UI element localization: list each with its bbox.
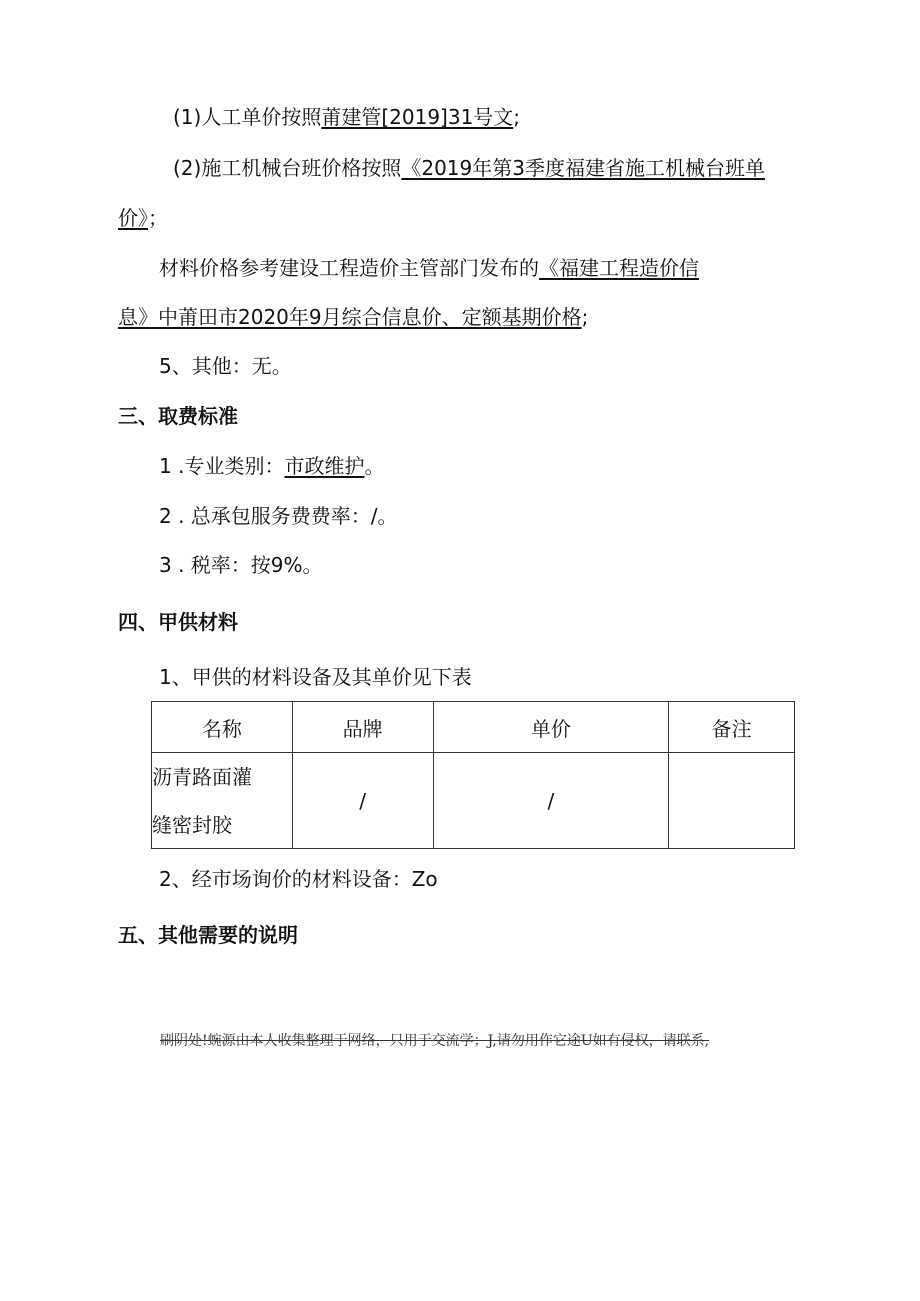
labor-price-prefix: (1)人工单价按照: [173, 105, 322, 129]
labor-price-doc: 莆建管[2019]31号文: [321, 105, 514, 129]
fee-item-1-end: 。: [364, 454, 385, 478]
material-price-line: [159, 255, 699, 281]
cell-name-line-1: 沥青路面灌: [152, 764, 252, 789]
material-price-line-2: [118, 304, 588, 330]
fee-item-1: [159, 453, 384, 479]
cell-note: [669, 753, 795, 849]
section4-title: 四、甲供材料: [118, 610, 238, 634]
labor-price-line: [173, 104, 520, 130]
table-header-row: [152, 702, 795, 753]
cell-price: /: [433, 753, 669, 849]
machine-price-line-2: [118, 205, 168, 231]
fee-item-2: 2 . 总承包服务费费率：/。: [159, 504, 398, 528]
material-price-doc-a: 《福建工程造价信: [539, 256, 699, 280]
machine-price-doc-a: 《2019年第3季度福建省施工机械台班单: [401, 156, 765, 180]
footer-disclaimer: 刷阴处!蜿源由本人收集整理于网络，只用于交流学；J,请勿用作它途U如有侵权，请联系,: [160, 1033, 710, 1049]
header-note: 备注: [669, 702, 795, 753]
table-row: [152, 753, 795, 849]
material-price-doc-b: 息》中莆田市2020年9月综合信息价、定额基期价格: [118, 305, 582, 329]
other-item: 5、其他：无。: [159, 354, 292, 378]
supplied-material-table: [151, 701, 795, 849]
material-price-end: ;: [581, 305, 589, 329]
fee-item-3: 3 . 税率：按9%。: [159, 553, 323, 577]
cell-brand: /: [292, 753, 433, 849]
fee-item-1-prefix: 1 .专业类别：: [159, 454, 285, 478]
machine-price-end: ；: [148, 206, 168, 230]
machine-price-doc-b: 价》: [118, 206, 148, 230]
labor-price-end: ;: [513, 105, 521, 129]
header-price: 单价: [433, 702, 669, 753]
material-price-prefix: 材料价格参考建设工程造价主管部门发布的: [159, 256, 539, 280]
cell-name-line-2: 缝密封胶: [152, 812, 232, 837]
section5-title: 五、其他需要的说明: [118, 923, 298, 947]
section3-title: 三、取费标准: [118, 404, 238, 428]
fee-item-1-value: 市政维护: [284, 454, 365, 478]
header-brand: 品牌: [292, 702, 433, 753]
machine-price-line: [173, 155, 765, 181]
header-name: 名称: [152, 702, 293, 753]
machine-price-prefix: (2)施工机械台班价格按照: [173, 156, 402, 180]
cell-name: [152, 753, 293, 849]
market-material-line: 2、经市场询价的材料设备：Zo: [159, 867, 438, 891]
supplied-material-intro: 1、甲供的材料设备及其单价见下表: [159, 665, 472, 689]
